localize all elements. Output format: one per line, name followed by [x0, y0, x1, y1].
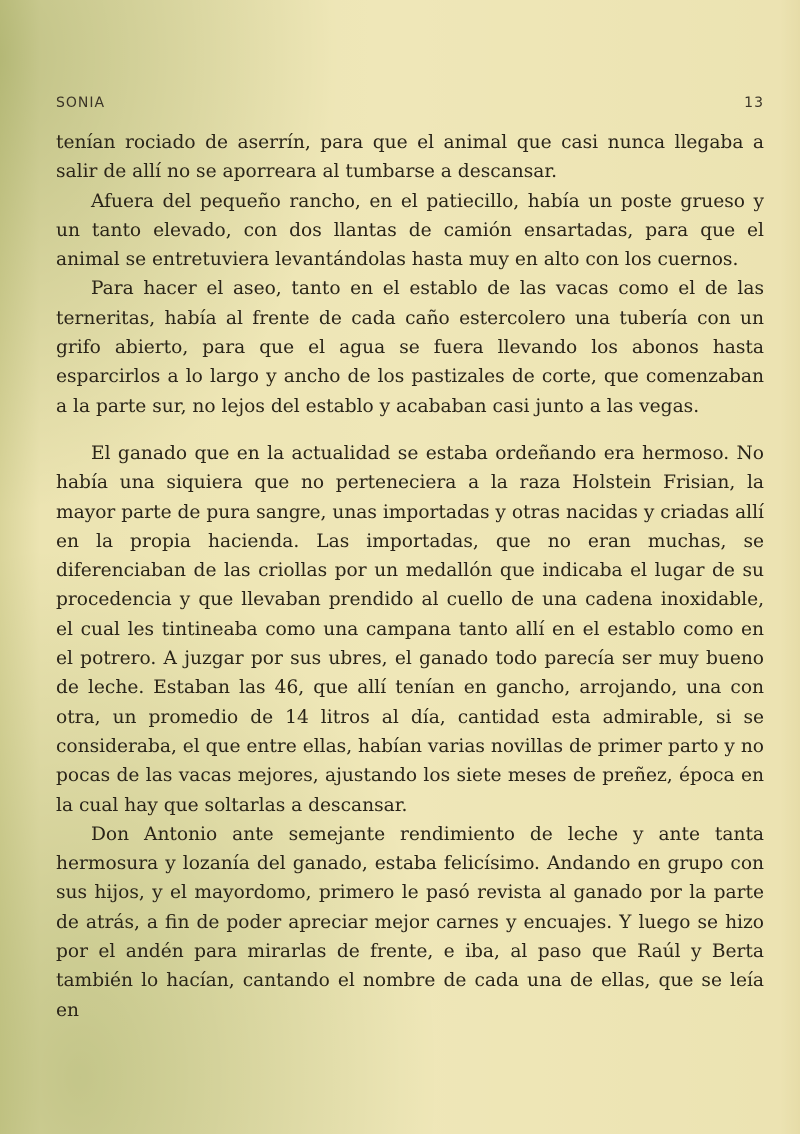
page-number: 13	[744, 95, 764, 111]
running-title: SONIA	[56, 95, 106, 111]
running-head	[56, 95, 764, 115]
paragraph-1: tenían rociado de aserrín, para que el animal que casi nunca llegaba a salir de allí no se aporreara al tumbarse a descansar.	[56, 132, 764, 183]
body-text	[56, 128, 764, 1025]
paragraph-5: Don Antonio ante semejante rendimiento de leche y ante tanta hermosura y lozanía del ganado, estaba felicísimo. Andando en grupo con sus hijos, y el mayordomo, primero le pasó revista al ganado por la parte de atrás, a fin de poder apreciar mejor carnes y encuajes. Y luego se hizo por el andén para mirarlas de frente, e iba, al paso que Raúl y Berta también lo hacían, cantando el nombre de cada una de ellas, que se leía en	[56, 823, 764, 1021]
paragraph-3: Para hacer el aseo, tanto en el establo de las vacas como el de las terneritas, había al frente de cada caño estercolero una tubería con un grifo abierto, para que el agua se fuera llevando los abonos hasta esparcirlos a lo largo y ancho de los pastizales de corte, que comenzaban a la parte sur, no lejos del establo y acababan casi junto a las vegas.	[56, 278, 764, 417]
paragraph-2: Afuera del pequeño rancho, en el patiecillo, había un poste grueso y un tanto elevado, con dos llantas de camión ensartadas, para que el animal se entretuviera levantándolas hasta muy en alto con los cuernos.	[56, 190, 764, 271]
paragraph-4: El ganado que en la actualidad se estaba ordeñando era hermoso. No había una siquiera que no perteneciera a la raza Holstein Frisian, la mayor parte de pura sangre, unas importadas y otras nacidas y criadas allí en la propia hacienda. Las importadas, que no eran muchas, se diferenciaban de las criollas por un medallón que indicaba el lugar de su procedencia y que llevaban prendido al cuello de una cadena inoxidable, el cual les tintineaba como una campana tanto allí en el establo como en el potrero. A juzgar por sus ubres, el ganado todo parecía ser muy bueno de leche. Estaban las 46, que allí tenían en gancho, arrojando, una con otra, un promedio de 14 litros al día, cantidad esta admirable, si se consideraba, el que entre ellas, habían varias novillas de primer parto y no pocas de las vacas mejores, ajustando los siete meses de preñez, época en la cual hay que soltarlas a descansar.	[56, 442, 764, 816]
